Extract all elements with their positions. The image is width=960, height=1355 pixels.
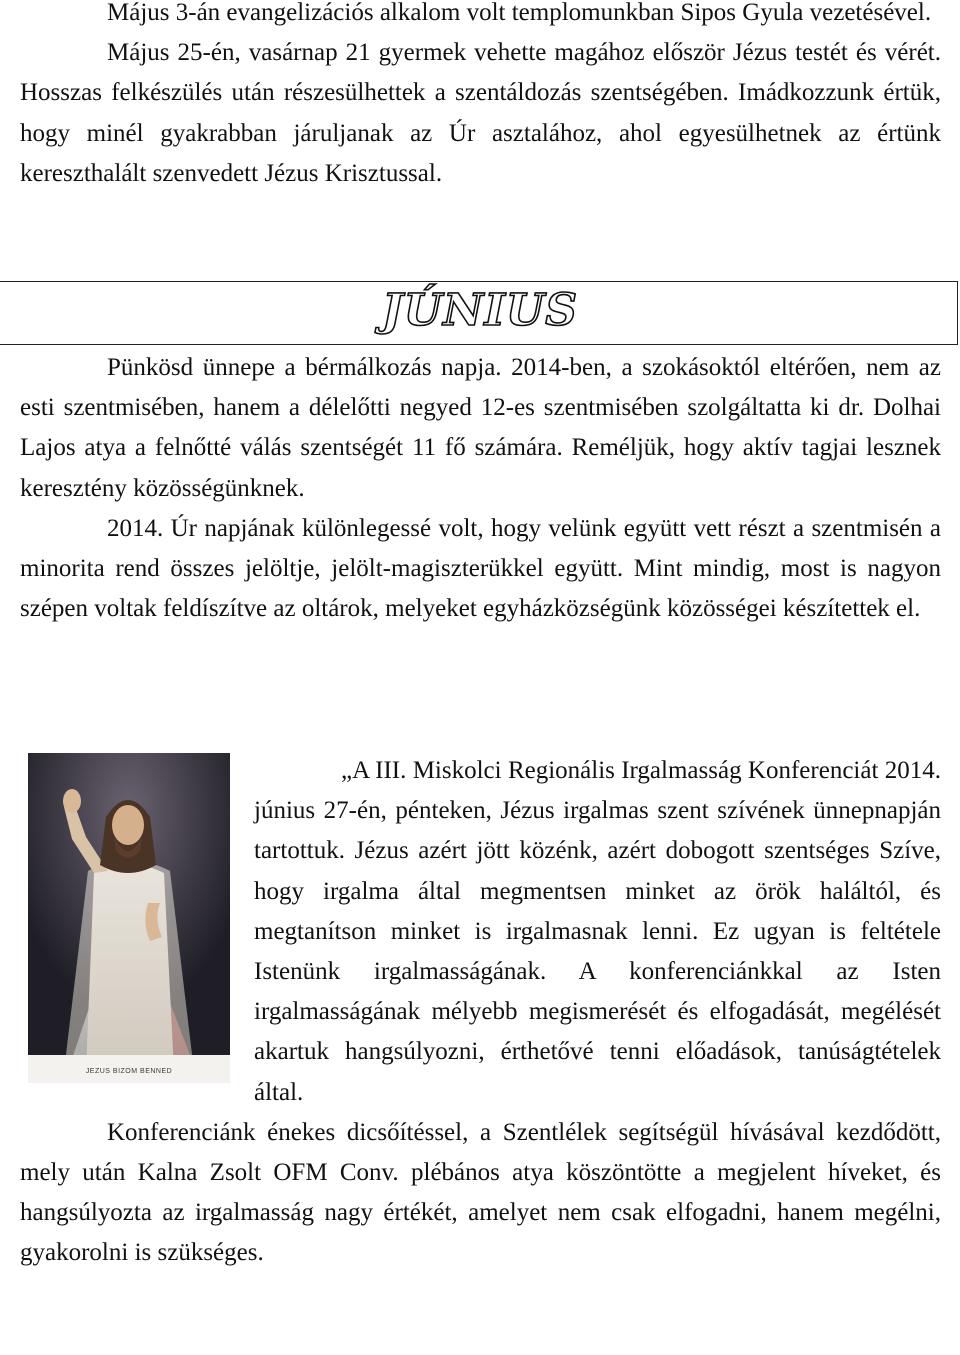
may-section: [20, 0, 941, 194]
conference-paragraph-1: „A III. Miskolci Regionális Irgalmasság Konferenciát 2014. június 27-én, pénteken, Jézus irgalmas szent szívének ünnepnapján tartottuk. Jézus azért jött közénk, azért dobogott szentséges Szíve, hogy irgalma által megmentsen minket az örök haláltól, és megtanítson minket is irgalmasnak lenni. Ez ugyan is feltétele Istenünk irgalmasságának. A konferenciánkkal az Isten irgalmasságának mélyebb megismerését és elfogadását, megélését akartuk hangsúlyozni, érthetővé tenni előadások, tanúságtételek által.: [254, 757, 941, 1106]
conference-section: [20, 751, 941, 1274]
divine-mercy-image: [28, 753, 230, 1083]
may-paragraph-2: Május 25-én, vasárnap 21 gyermek vehette magához először Jézus testét és vérét. Hosszas felkészülés után részesülhettek a szentáldozás szentségében. Imádkozzunk értük, hogy minél gyakrabban járuljanak az Úr asztalához, ahol egyesülhetnek az értünk kereszthalált szenvedett Jézus Krisztussal.: [20, 39, 941, 187]
conference-paragraph-2: Konferenciánk énekes dicsőítéssel, a Szentlélek segítségül hívásával kezdődött, mely után Kalna Zsolt OFM Conv. plébános atya köszöntötte a megjelent híveket, és hangsúlyozta az irgalmasság nagy értékét, amelyet nem csak elfogadni, hanem megélni, gyakorolni is szükséges.: [20, 1118, 941, 1267]
june-paragraph-2: 2014. Úr napjának különlegessé volt, hogy velünk együtt vett részt a szentmisén a minorita rend összes jelöltje, jelölt-magiszterükkel együtt. Mint mindig, most is nagyon szépen voltak feldíszítve az oltárok, melyeket egyházközségünk közösségei készítettek el.: [20, 514, 941, 623]
june-heading: JÚNIUS: [381, 285, 579, 336]
image-caption: JEZUS BIZOM BENNED: [85, 1068, 173, 1075]
june-section: [20, 348, 941, 629]
june-paragraph-1: Pünkösd ünnepe a bérmálkozás napja. 2014-ben, a szokásoktól eltérően, nem az esti szentmisében, hanem a délelőtti negyed 12-es szentmisében szolgáltatta ki dr. Dolhai Lajos atya a felnőtté válás szentségét 11 fő számára. Reméljük, hogy aktív tagjai lesznek keresztény közösségünknek.: [20, 354, 941, 502]
may-paragraph-1: Május 3-án evangelizációs alkalom volt templomunkban Sipos Gyula vezetésével.: [107, 0, 932, 26]
divine-mercy-picture-icon: [28, 753, 230, 1083]
